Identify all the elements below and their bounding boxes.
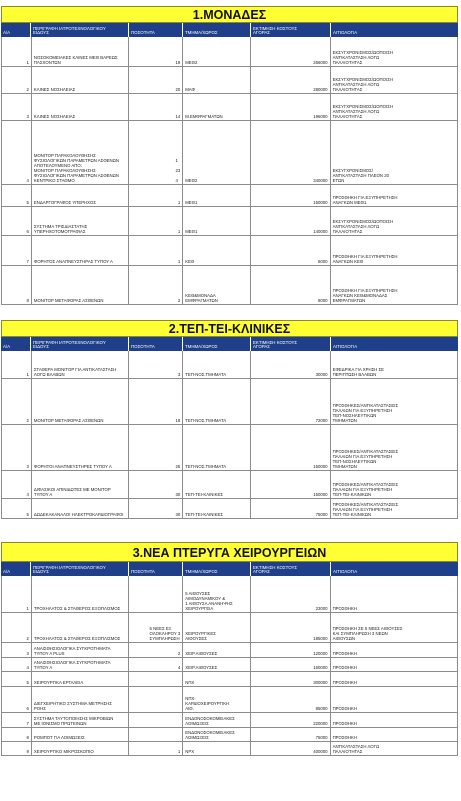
cell-dept: ΤΕΠ-ΝΟΣ.ΤΜΗΜΑΤΑ [183,351,251,378]
table-row [2,658,457,672]
cell-desc: ΔΙΕΓΧΕΙΡΗΤΙΚΟ ΣΥΣΤΗΜΑ ΜΕΤΡΗΣΗΣ ΡΟΗΣ [32,687,130,712]
table-row [2,236,457,266]
cell-cost: 185000 [251,613,331,642]
cell-aa: 3 [2,643,32,657]
section-title: 1.ΜΟΝΑΔΕΣ [1,6,458,23]
table-header [1,337,458,351]
cell-aa: 1 [2,37,32,66]
cell-dept: ΧΕΙΡ.ΑΙΘΟΥΣΕΣ [183,643,251,657]
cell-cost: 280000 [251,67,331,93]
header-desc: ΠΕΡΙΓΡΑΦΗ ΙΑΤΡΟΤΕΧΝΟΛΟΓΙΚΟΥ ΕΙΔΟΥΣ [31,337,129,351]
header-qty: ΠΟΣΟΤΗΤΑ [129,23,183,37]
cell-dept: ΜΕΘ2 [183,121,251,184]
cell-aa: 1 [2,576,32,612]
table-body [1,576,458,756]
cell-reason: ΕΚΣΥΓΧΡΟΝΙΣΜΟΣ/ΩΟΠΟΙΣΗ ΑΝΤΙΚΑΤΑΣΤΑΣΗ ΛΟΓΩ ΠΑΛΑΙΟΤΗΤΑΣ [332,50,393,65]
cell-reason: ΠΡΟΣΘΗΚΗ ΣΕ 5 ΝΕΕΣ ΑΙΘΟΥΣΕΣ ΚΑΙ ΣΥΜΠΛΗΡΩΣΗ 3 ΝΕΩΝ ΑΙΘΟΥΣΩΝ [332,626,403,641]
header-aa: Α/Α [1,337,31,351]
section-units [1,6,458,305]
cell-reason: ΠΡΟΣΘΗΚΗ [332,706,357,711]
cell-aa: 5 [2,185,32,206]
cell-desc: ΝΟΣΟΚΟΜΕΙΑΚΕΣ ΚΛΙΝΕΣ ΜΕΘ ΒΑΡΕΩΣ ΠΑΣΧΟΝΤΩΝ [32,37,130,66]
cell-dept: ΤΕΠ-ΤΕΙ-ΚΛΙΝΙΚΕΣ [183,471,251,498]
cell-cost: 6000 [251,236,331,265]
header-aa: Α/Α [1,562,31,576]
cell-reason: ΠΡΟΣΘΗΚΗ ΓΙΑ ΕΞΥΠΗΡΕΤΗΣΗ ΑΝΑΓΚΩΝ ΚΕΘ [332,254,398,264]
cell-cost: 150000 [251,185,331,206]
table-row [2,67,457,94]
cell-cost: 140000 [251,207,331,235]
table-row [2,94,457,121]
table-body [1,37,458,305]
cell-aa: 1 [2,351,32,378]
cell-qty [129,728,183,741]
table-row [2,672,457,687]
cell-desc: ΣΥΣΤΗΜΑ ΤΑΥΤΟΠΟΙΗΣΗΣ ΜΙΚΡΟΒΙΩΝ ΜΕ ΙΟΝΙΣΜΟ ΠΡΩΤΕΙΝΩΝ [32,713,130,727]
cell-dept: ΤΕΠ-ΝΟΣ.ΤΜΗΜΑΤΑ [183,379,251,424]
cell-reason: ΠΡΟΣΘΗΚΕΣ/ΑΝΤΙΚΑΤΑΣΤΑΣΕΙΣ ΠΑΛΑΙΩΝ ΓΙΑ ΕΞΥΠΗΡΕΤΗΣΗ ΤΕΠ-ΝΟΣΗΛΕΥΤΙΚΩΝ ΤΜΗΜΑΤΩΝ [332,449,399,469]
cell-reason: ΕΦΕΔΡΙΚΑ ΓΙΑ ΧΡΗΣΗ ΣΕ ΠΕΡΙΠΤΩΣΗ ΒΛΑΒΩΝ [332,367,385,377]
header-cost: ΕΚΤΙΜΗΣΗ ΚΟΣΤΟΥΣ ΑΓΟΡΑΣ [251,23,331,37]
cell-reason: ΠΡΟΣΘΗΚΗ [332,680,357,685]
table-body [1,351,458,519]
cell-qty: 18 [129,379,183,424]
cell-qty [129,576,183,612]
cell-dept: ΝΡΧ [183,742,251,755]
cell-desc: ΤΡΟΧΗΛΑΤΟΣ & ΣΤΑΘΕΡΟΣ ΕΞΟΠΛΙΣΜΟΣ [32,576,130,612]
cell-qty: 25 [129,425,183,470]
cell-dept: 5 ΑΙΘΟΥΣΕΣ ΑΙΜΟΔΥΝΑΜΙΚΟΥ & 1 ΑΙΘΟΥΣΑ ΑΝΑΝΗΨΗΣ ΧΕΙΡΟΥΡΓΕΙΑ [183,576,251,612]
table-row [2,471,457,499]
cell-dept: ΜΕΘ1 [183,185,251,206]
cell-dept: ΧΕΙΡΟΥΡΓΙΚΕΣ ΑΙΘΟΥΣΕΣ [183,613,251,642]
header-qty: ΠΟΣΟΤΗΤΑ [129,337,183,351]
cell-desc: ΤΡΟΧΗΛΑΤΟΣ & ΣΤΑΘΕΡΟΣ ΕΞΟΠΛΙΣΜΟΣ [32,613,130,642]
cell-qty: 19 [129,37,183,66]
cell-dept: ΧΕΙΡ.ΑΙΘΟΥΣΕΣ [183,658,251,671]
cell-dept: ΤΕΠ-ΤΕΙ-ΚΛΙΝΙΚΕΣ [183,499,251,518]
header-aa: Α/Α [1,23,31,37]
cell-qty [129,672,183,686]
header-cost: ΕΚΤΙΜΗΣΗ ΚΟΣΤΟΥΣ ΑΓΟΡΑΣ [251,337,331,351]
cell-cost: 120000 [251,643,331,657]
table-row [2,121,457,185]
cell-qty: 1 [129,207,183,235]
cell-qty: 1 [129,236,183,265]
cell-dept: ΜΕΘ1 [183,207,251,235]
cell-reason: ΑΝΤΙΚΑΤΑΣΤΑΣΗ ΛΟΓΩ ΠΑΛΑΙΟΤΗΤΑΣ [332,744,380,754]
cell-qty: 14 [129,94,183,120]
header-qty: ΠΟΣΟΤΗΤΑ [129,562,183,576]
cell-dept: ΜΑΦ [183,67,251,93]
cell-aa: 5 [2,672,32,686]
header-reason: ΑΙΤΙΟΛΟΓΙΑ [333,569,358,575]
cell-cost: 75000 [251,728,331,741]
table-row [2,499,457,519]
header-desc: ΠΕΡΙΓΡΑΦΗ ΙΑΤΡΟΤΕΧΝΟΛΟΓΙΚΟΥ ΕΙΔΟΥΣ [31,23,129,37]
cell-reason: ΠΡΟΣΘΗΚΗ ΓΙΑ ΕΞΥΠΗΡΕΤΗΣΗ ΑΝΑΓΚΩΝ ΚΕΘ&ΜΟΝΑΔΑΣ ΕΜΦΡΑΓΜΑΤΩΝ [332,288,398,303]
cell-desc: ΧΕΙΡΟΥΡΓΙΚΑ ΕΡΓΑΛΕΙΑ [32,672,130,686]
cell-cost: 72000 [251,379,331,424]
cell-cost: 400000 [251,742,331,755]
cell-dept: ΝΠΧ [183,672,251,686]
cell-reason: ΠΡΟΣΘΗΚΗ [332,665,357,670]
cell-qty: 2 [129,643,183,657]
cell-desc: ΧΕΙΡΟΥΡΓΙΚΟ ΜΙΚΡΟΣΚΟΠΙΟ [32,742,130,755]
header-dept: ΤΜΗΜΑ/ΧΩΡΟΣ [183,23,251,37]
section-tep-clinics [1,320,458,519]
cell-qty: 1 23 4 [129,121,183,184]
table-row [2,687,457,713]
cell-desc: ΜΟΝΙΤΟΡ ΜΕΤΑΦΟΡΑΣ ΑΣΘΕΝΩΝ [32,266,130,304]
cell-cost: 266000 [251,37,331,66]
cell-aa: 2 [2,613,32,642]
cell-qty: 4 [129,658,183,671]
cell-reason: ΠΡΟΣΘΗΚΕΣ/ΑΝΤΙΚΑΤΑΣΤΑΣΕΙΣ ΠΑΛΑΙΩΝ ΓΙΑ ΕΞΥΠΗΡΕΤΗΣΗ ΤΕΠ-ΤΕΙ-ΚΛΙΝΙΚΩΝ [332,502,399,517]
cell-dept: ΕΝΔΟΝΟΣΟΚΟΜΕΙΑΚΕΣ ΛΟΙΜΩΞΕΙΣ [183,713,251,727]
cell-aa: 6 [2,207,32,235]
cell-desc: ΔΙΦΑΣΙΚΟΙ ΑΠΙΝΙΔΩΤΕΣ ΜΕ ΜΟΝΙΤΟΡ ΤΥΠΟΥ Α [32,471,130,498]
cell-reason: ΠΡΟΣΘΗΚΗ [332,651,357,656]
header-cost: ΕΚΤΙΜΗΣΗ ΚΟΣΤΟΥΣ ΑΓΟΡΑΣ [251,562,331,576]
cell-qty: 1 [129,742,183,755]
table-row [2,425,457,471]
header-reason: ΑΙΤΙΟΛΟΓΙΑ [333,30,358,36]
cell-aa: 7 [2,713,32,727]
cell-dept: ΤΕΠ-ΝΟΣ.ΤΜΗΜΑΤΑ [183,425,251,470]
cell-aa: 6 [2,687,32,712]
cell-aa: 5 [2,499,32,518]
cell-cost: 220000 [251,713,331,727]
cell-cost: 150000 [251,425,331,470]
cell-reason: ΠΡΟΣΘΗΚΕΣ/ΑΝΤΙΚΑΤΑΣΤΑΣΕΙΣ ΠΑΛΑΙΩΝ ΓΙΑ ΕΞΥΠΗΡΕΤΗΣΗ ΤΕΠ-ΝΟΣΗΛΕΥΤΙΚΩΝ ΤΜΗΜΑΤΩΝ [332,403,399,423]
cell-cost: 340000 [251,121,331,184]
cell-aa: 2 [2,379,32,424]
section-new-surgery-wing [1,542,458,756]
cell-aa: 4 [2,471,32,498]
header-dept: ΤΜΗΜΑ/ΧΩΡΟΣ [183,337,251,351]
cell-reason: ΠΡΟΣΘΗΚΗ [332,721,357,726]
cell-cost: 150000 [251,471,331,498]
cell-aa: 3 [2,425,32,470]
cell-reason: ΕΚΣΥΓΧΡΟΝΙΣΜΟΣ/ΩΟΠΟΙΣΗ ΑΝΤΙΚΑΤΑΣΤΑΣΗ ΛΟΓΩ ΠΑΛΑΙΟΤΗΤΑΣ [332,104,393,119]
section-title: 2.ΤΕΠ-ΤΕΙ-ΚΛΙΝΙΚΕΣ [1,320,458,337]
cell-desc: ΜΟΝΙΤΟΡ ΜΕΤΑΦΟΡΑΣ ΑΣΘΕΝΩΝ [32,379,130,424]
cell-reason: ΕΚΣΥΓΧΡΟΝΙΣΜΟΣ/ΩΟΠΟΙΣΗ ΑΝΤΙΚΑΤΑΣΤΑΣΗ ΛΟΓΩ ΠΑΛΑΙΟΤΗΤΑΣ [332,77,393,92]
header-desc: ΠΕΡΙΓΡΑΦΗ ΙΑΤΡΟΤΕΧΝΟΛΟΓΙΚΟΥ ΕΙΔΟΥΣ [31,562,129,576]
cell-desc: ΦΟΡΗΤΟΣ ΑΝΑΠΝΕΥΣΤΗΡΑΣ ΤΥΠΟΥ Α [32,236,130,265]
cell-qty [129,687,183,712]
cell-qty: 2 [129,266,183,304]
cell-reason: ΕΚΣΥΓΧΡΟΝΙΣΜΟΣ/ΩΟΠΟΙΣΗ ΑΝΤΙΚΑΤΑΣΤΑΣΗ ΛΟΓΩ ΠΑΛΑΙΟΤΗΤΑΣ [332,219,393,234]
cell-reason: ΠΡΟΣΘΗΚΕΣ/ΑΝΤΙΚΑΤΑΣΤΑΣΕΙΣ ΠΑΛΑΙΩΝ ΓΙΑ ΕΞΥΠΗΡΕΤΗΣΗ ΤΕΠ-ΤΕΙ-ΚΛΙΝΙΚΩΝ [332,482,399,497]
table-row [2,266,457,305]
cell-desc: ΣΥΣΤΗΜΑ ΤΡΙΣΔΙΑΣΤΑΤΗΣ ΥΠΕΡΗΧΟΤΟΜΟΓΡΑΦΙΑΣ [32,207,130,235]
table-row [2,742,457,756]
cell-reason: ΕΚΣΥΓΧΡΟΝΙΣΜΟΣ/ ΑΝΤΙΚΑΤΑΣΤΑΣΗ ΠΛΕΟΝ 20 ΕΤΩΝ [332,168,389,183]
header-dept: ΤΜΗΜΑ/ΧΩΡΟΣ [183,562,251,576]
cell-aa: 4 [2,121,32,184]
cell-reason: ΠΡΟΣΘΗΚΗ [332,606,357,611]
table-row [2,728,457,742]
table-header [1,562,458,576]
header-reason: ΑΙΤΙΟΛΟΓΙΑ [333,344,358,350]
cell-desc: ΜΟΝΙΤΟΡ ΠΑΡΑΚΟΛΟΥΘΗΣΗΣ ΦΥΣΙΟΛΟΓΙΚΩΝ ΠΑΡΑΜΕΤΡΩΝ ΑΣΘΕΝΩΝ ΑΠΟΤΕΛΟΥΜΕΝΟ ΑΠΟ: ΜΟΝΙΤΟΡ ΠΑΡΑΚΟΛΟΥΘΗΣΗΣ ΦΥΣΙΟΛΟΓΙΚΩΝ ΠΑΡΑΜΕΤΡΩΝ ΑΣΘΕΝΩΝ ΚΕΝΤΡΙΚΟ ΣΤΑΘΜΟ [32,121,130,184]
cell-cost: 300000 [251,672,331,686]
cell-qty: 5 ΝΕΕΣ ΕΞ ΟΛΟΚΛΗΡΟΥ 3 ΣΥΜΠΛΗΡΩΣΗ [129,613,183,642]
table-row [2,207,457,236]
table-row [2,37,457,67]
table-row [2,713,457,728]
cell-aa: 4 [2,658,32,671]
cell-cost: 85000 [251,687,331,712]
cell-desc: ΑΝΑΙΣΘΗΣΙΟΛΟΓΙΚΑ ΣΥΓΚΡΟΤΗΜΑΤΑ ΤΥΠΟΥ Α PLUS [32,643,130,657]
cell-cost: 160000 [251,658,331,671]
cell-aa: 8 [2,728,32,741]
cell-dept: ΜΕΘ2 [183,37,251,66]
table-row [2,379,457,425]
cell-cost: 75000 [251,499,331,518]
cell-aa: 9 [2,742,32,755]
table-row [2,351,457,379]
cell-qty: 30 [129,471,183,498]
cell-reason: ΠΡΟΣΘΗΚΗ ΓΙΑ ΕΞΥΠΗΡΕΤΗΣΗ ΑΝΑΓΚΩΝ ΜΕΘ1 [332,195,398,205]
cell-dept: ΕΝΔΟΝΟΣΟΚΟΜΕΙΑΚΕΣ ΛΟΙΜΩΞΕΙΣ [183,728,251,741]
cell-desc: ΣΤΑΘΕΡΑ ΜΟΝΙΤΟΡ ΓΙΑ ΑΝΤΙΚΑΤΑΣΤΑΣΗ ΛΟΓΩ ΒΛΑΒΩΝ [32,351,130,378]
cell-desc: ΦΟΡΗΤΟΙ ΑΝΑΠΝΕΥΣΤΗΡΕΣ ΤΥΠΟΥ Α [32,425,130,470]
cell-qty: 30 [129,499,183,518]
cell-qty [129,713,183,727]
cell-dept: ΚΕΘ&ΜΟΝΑΔΑ ΕΜΦΡΑΓΜΑΤΩΝ [183,266,251,304]
cell-aa: 3 [2,94,32,120]
table-header [1,23,458,37]
table-row [2,185,457,207]
cell-desc: ΚΛΙΝΕΣ ΝΟΣΗΛΕΙΑΣ [32,67,130,93]
cell-qty: 20 [129,67,183,93]
cell-aa: 8 [2,266,32,304]
cell-dept: Μ.ΕΜΦΡΑΓΜΑΤΩΝ [183,94,251,120]
cell-qty: 1 [129,185,183,206]
table-row [2,613,457,643]
table-row [2,576,457,613]
cell-aa: 2 [2,67,32,93]
cell-cost: 8000 [251,266,331,304]
cell-desc: ΑΝΑΙΣΘΗΣΙΟΛΟΓΙΚΑ ΣΥΓΚΡΟΤΗΜΑΤΑ ΤΥΠΟΥ Α [32,658,130,671]
cell-dept: ΚΕΘ [183,236,251,265]
table-row [2,643,457,658]
cell-desc: ΔΩΔΕΚΑΚΑΝΑΛΟΙ ΗΛΕΚΤΡΟΚΑΡΔΙΟΓΡΑΦΟΙ [32,499,130,518]
cell-cost: 30000 [251,351,331,378]
cell-qty: 3 [129,351,183,378]
cell-cost: 196000 [251,94,331,120]
cell-aa: 7 [2,236,32,265]
cell-desc: ΡΟΜΠΟΤ ΓΙΑ ΛΟΙΜΩΞΕΙΣ [32,728,130,741]
section-title: 3.ΝΕΑ ΠΤΕΡΥΓΑ ΧΕΙΡΟΥΡΓΕΙΩΝ [1,542,458,562]
cell-desc: ΚΛΙΝΕΣ ΝΟΣΗΛΕΙΑΣ [32,94,130,120]
cell-dept: ΝΠΧ- ΚΑΡΔΙΟΧΕΙΡΟΥΡΓΙΚΗ ΑΙΘ. [183,687,251,712]
cell-reason: ΠΡΟΣΘΗΚΗ [332,735,357,740]
cell-desc: ΕΝΔΑΡΓΟΓΡΑΦΟΣ ΥΠΕΡΗΧΟΣ [32,185,130,206]
cell-cost: 23000 [251,576,331,612]
